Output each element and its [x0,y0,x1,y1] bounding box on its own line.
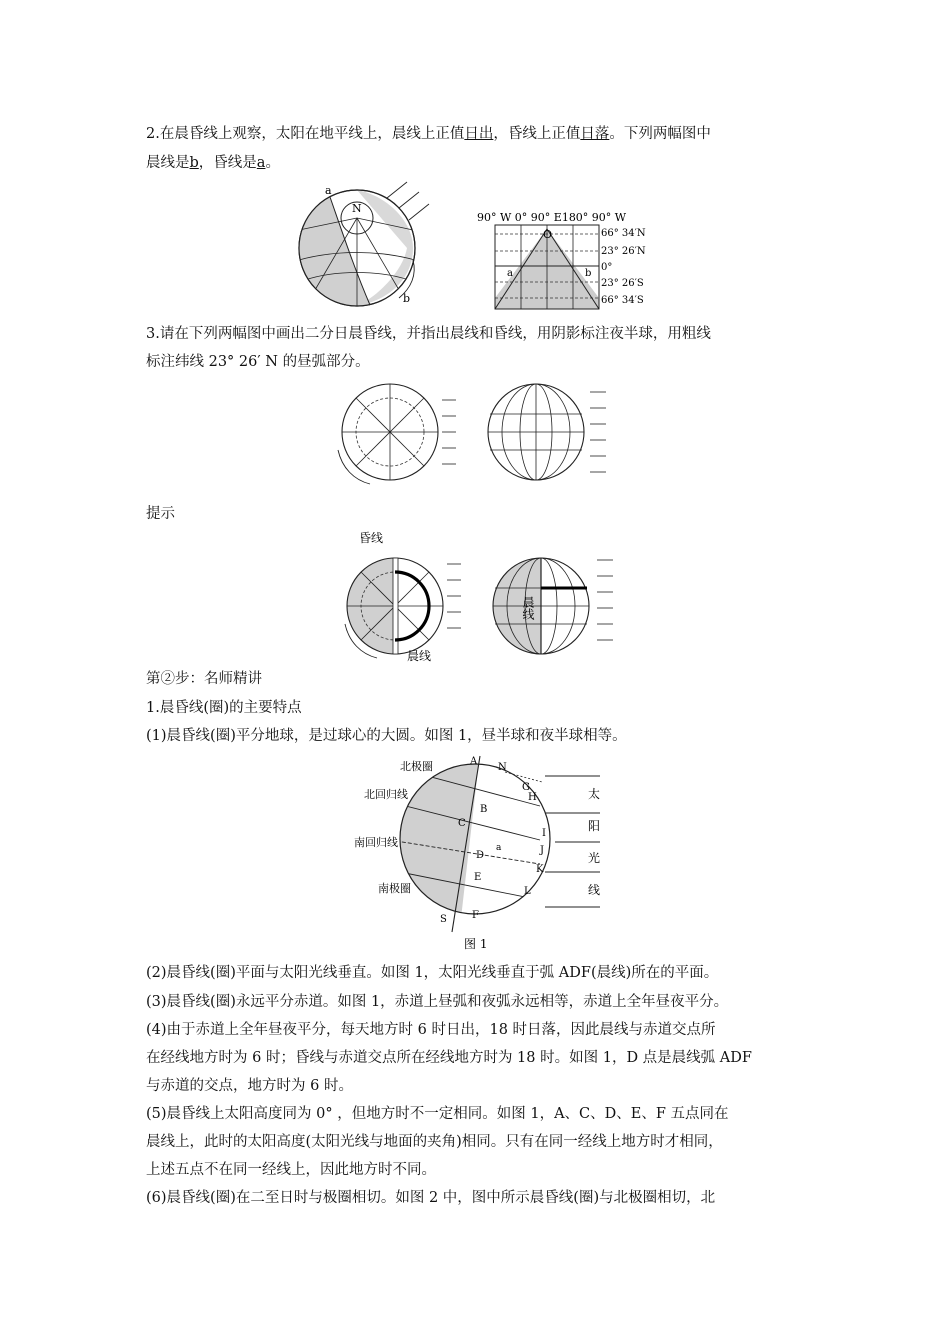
section2-line1 [146,124,711,144]
paragraph-4-line2: 在经线地方时为 6 时；昏线与赤道交点所在经线地方时为 18 时。如图 1，D 点是晨线弧 ADF [146,1050,752,1066]
sun-label-3: 光 [588,851,601,865]
paragraph-1: (1)晨昏线(圈)平分地球，是过球心的大圆。如图 1，昼半球和夜半球相等。 [146,728,627,744]
exercise-figures [330,380,630,485]
text: 。下列两幅图中 [609,126,711,142]
answer-sunset: 日落 [580,126,610,142]
paragraph-6: (6)晨昏线(圈)在二至日时与极圈相切。如图 2 中，图中所示晨昏线(圈)与北极圈相切，北 [146,1190,716,1206]
point-d: D [476,850,485,861]
label-arctic: 北极圈 [400,760,433,773]
lat-23s: 23° 26′S [601,278,644,289]
step-heading: 第②步：名师精讲 [146,671,262,687]
section2-line2 [146,153,280,173]
label-tropic-n: 北回归线 [364,788,408,801]
point-e: E [474,872,482,883]
label-o: O [543,228,553,241]
point-i: I [542,828,546,839]
lat-66s: 66° 34′S [601,295,644,306]
answer-dusk: a [256,155,266,171]
label-a2: a [507,268,513,279]
map-grid-figure [475,208,675,313]
section3-line1: 3.请在下列两幅图中画出二分日晨昏线，并指出晨线和昏线，用阴影标注夜半球，用粗线 [146,326,711,342]
sun-label-2: 阳 [588,819,601,833]
hint-figures [335,528,625,666]
paragraph-5-line3: 上述五点不在同一经线上，因此地方时不同。 [146,1162,436,1178]
section3-line2: 标注纬线 23° 26′ N 的昼弧部分。 [146,354,370,370]
lat-66n: 66° 34′N [601,228,646,239]
answer-sunrise: 日出 [464,126,494,142]
longitude-labels: 90° W 0° 90° E180° 90° W [477,211,627,224]
point-b: B [480,804,488,815]
lat-0: 0° [601,262,613,273]
hint-dawn-label: 晨线 [407,649,432,663]
angle-alpha: a [496,843,502,853]
text: 。 [265,155,280,171]
hint-dawn-label-2: 晨线 [521,596,535,620]
point-f: F [472,910,479,921]
label-tropic-s: 南回归线 [354,836,398,849]
section-heading: 1.晨昏线(圈)的主要特点 [146,700,302,716]
text: 晨线是 [146,155,190,171]
point-g: G [522,782,530,793]
point-k: K [536,864,544,875]
hint-dusk-label: 昏线 [359,531,384,545]
sun-label-4: 线 [588,883,601,897]
point-s: S [440,914,447,925]
figure-caption: 图 1 [464,937,488,951]
polar-globe-figure [295,180,445,310]
paragraph-3: (3)晨昏线(圈)永远平分赤道。如图 1，赤道上昼弧和夜弧永远相等，赤道上全年昼夜平分。 [146,994,729,1010]
point-n: N [498,762,507,773]
point-c: C [458,818,466,829]
night-hemisphere [400,752,480,927]
label-b: b [403,292,411,305]
label-a: a [325,184,332,197]
point-j: J [540,845,545,856]
paragraph-5-line1: (5)晨昏线上太阳高度同为 0° ，但地方时不一定相同。如图 1，A、C、D、E、F 五点同在 [146,1106,729,1122]
point-h: H [528,792,537,803]
text: 2.在晨昏线上观察，太阳在地平线上，晨线上正值 [146,126,465,142]
point-l: L [524,886,531,897]
answer-dawn: b [189,155,199,171]
paragraph-2: (2)晨昏线(圈)平面与太阳光线垂直。如图 1，太阳光线垂直于弧 ADF(晨线)所在的平面。 [146,965,719,981]
paragraph-4-line1: (4)由于赤道上全年昼夜平分，每天地方时 6 时日出，18 时日落，因此晨线与赤道交点所 [146,1022,716,1038]
hint-label: 提示 [146,506,175,522]
figure-1 [330,752,620,952]
paragraph-4-line3: 与赤道的交点，地方时为 6 时。 [146,1078,353,1094]
text: ，昏线是 [198,155,257,171]
sun-label-1: 太 [588,787,601,801]
label-b2: b [585,268,592,279]
point-a: A [470,756,478,767]
label-n: N [352,202,362,215]
label-antarctic: 南极圈 [378,882,411,895]
text: ，昏线上正值 [493,126,581,142]
lat-23n: 23° 26′N [601,246,646,257]
paragraph-5-line2: 晨线上，此时的太阳高度(太阳光线与地面的夹角)相同。只有在同一经线上地方时才相同， [146,1134,723,1150]
